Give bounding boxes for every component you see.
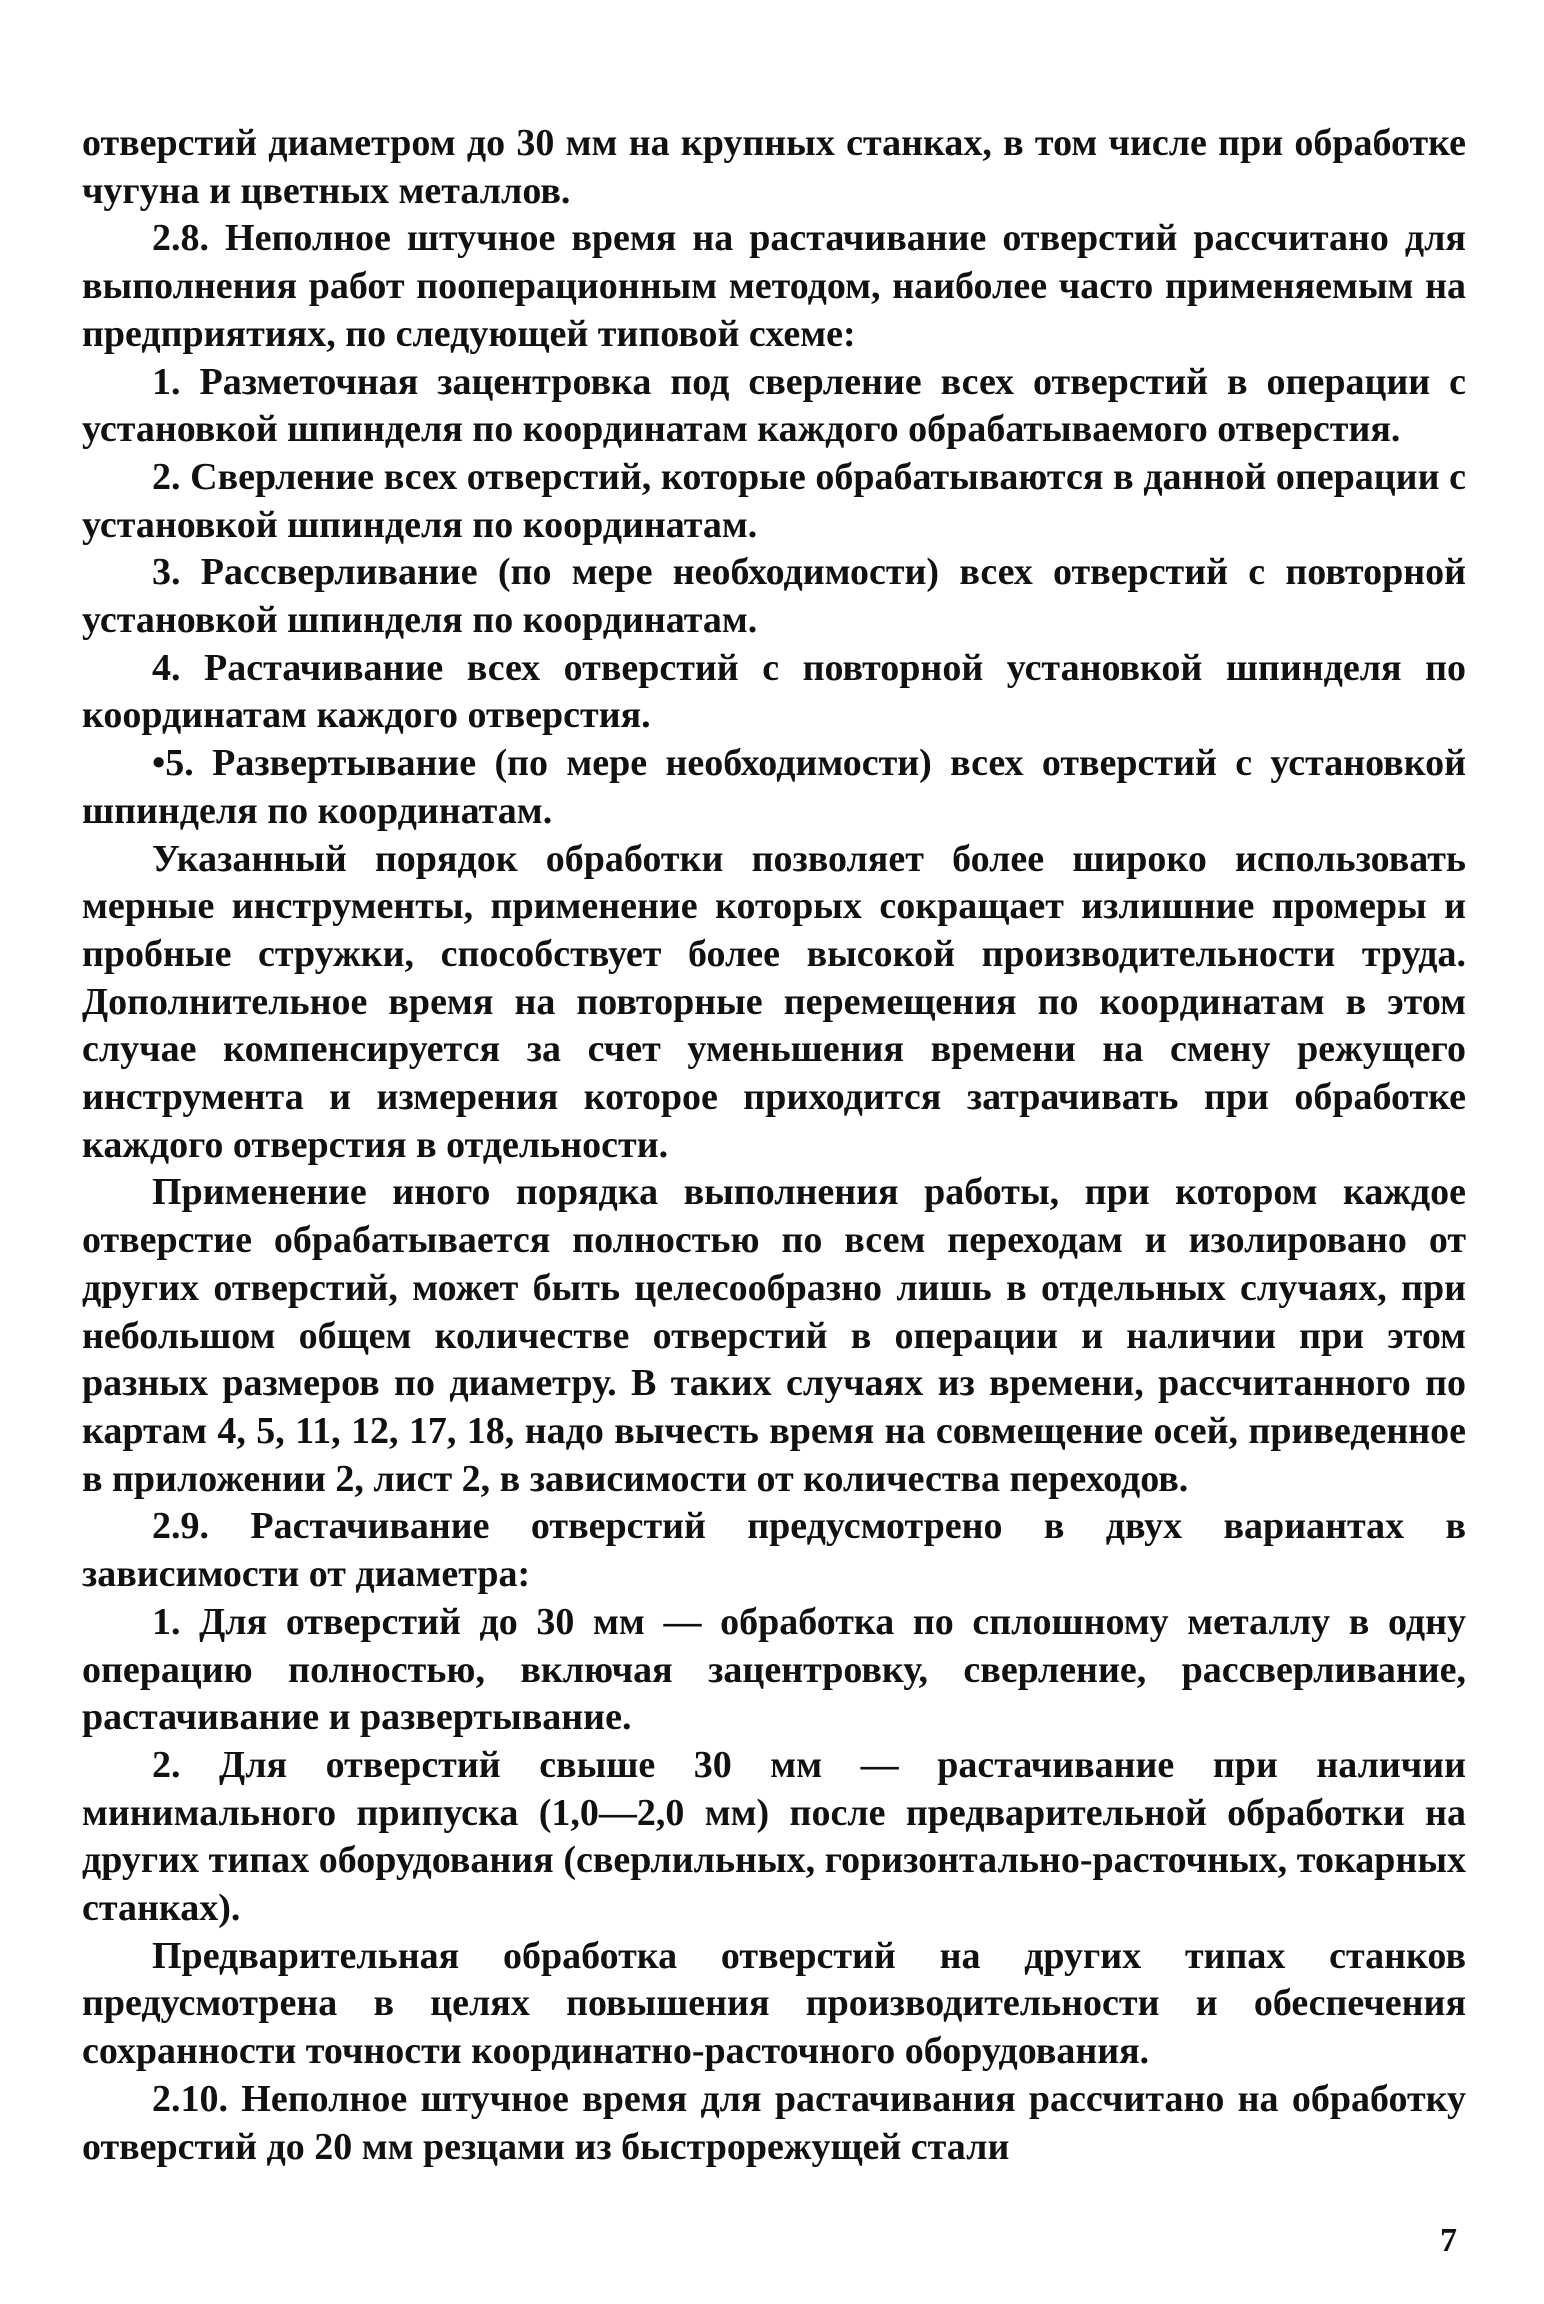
list-item: 3. Рассверливание (по мере необходимости) всех отверстий с повторной установкой шпинделя по координатам.	[82, 551, 1466, 642]
paragraph: Указанный порядок обработки позволяет более широко использовать мерные инструменты, применение которых сокращает излишние промеры и пробные стружки, способствует более высокой производительности труда. Дополнительное время на повторные перемещения по координатам в этом случае компенсируется за счет уменьшения времени на смену режущего инструмента и измерения которое приходится затрачивать при обработке каждого отверстия в отдельности.	[82, 837, 1466, 1166]
paragraph: 2.8. Неполное штучное время на растачивание отверстий рассчитано для выполнения работ пооперационным методом, наиболее часто применяемым на предприятиях, по следующей типовой схеме:	[82, 217, 1466, 355]
body-text	[82, 120, 1466, 2171]
paragraph: Применение иного порядка выполнения работы, при котором каждое отверстие обрабатывается полностью по всем переходам и изолировано от других отверстий, может быть целесообразно лишь в отдельных случаях, при небольшом общем количестве отверстий в операции и наличии при этом разных размеров по диаметру. В таких случаях из времени, рассчитанного по картам 4, 5, 11, 12, 17, 18, надо вычесть время на совмещение осей, приведенное в приложении 2, лист 2, в зависимости от количества переходов.	[82, 1171, 1466, 1500]
list-item: 1. Для отверстий до 30 мм — обработка по сплошному металлу в одну операцию полностью, включая зацентровку, сверление, рассверливание, растачивание и развертывание.	[82, 1600, 1466, 1739]
page-number: 7	[1440, 2222, 1457, 2259]
list-item: 1. Разметочная зацентровка под сверление всех отверстий в операции с установкой шпинделя по координатам каждого обрабатываемого отверстия.	[82, 360, 1466, 451]
paragraph: 2.10. Неполное штучное время для растачивания рассчитано на обработку отверстий до 20 мм резцами из быстрорежущей стали	[82, 2077, 1466, 2168]
paragraph: Предварительная обработка отверстий на других типах станков предусмотрена в целях повышения производительности и обеспечения сохранности точности координатно-расточного оборудования.	[82, 1934, 1466, 2073]
list-item: 2. Для отверстий свыше 30 мм — растачивание при наличии минимального припуска (1,0—2,0 мм) после предварительной обработки на других типах оборудования (сверлильных, горизонтально-расточных, токарных станках).	[82, 1743, 1466, 1930]
paragraph: отверстий диаметром до 30 мм на крупных станках, в том числе при обработке чугуна и цветных металлов.	[82, 122, 1466, 212]
paragraph: 2.9. Растачивание отверстий предусмотрено в двух вариантах в зависимости от диаметра:	[82, 1505, 1466, 1596]
list-item: 4. Растачивание всех отверстий с повторной установкой шпинделя по координатам каждого отверстия.	[82, 646, 1466, 737]
list-item: •5. Развертывание (по мере необходимости) всех отверстий с установкой шпинделя по координатам.	[82, 742, 1466, 832]
list-item: 2. Сверление всех отверстий, которые обрабатываются в данной операции с установкой шпинделя по координатам.	[82, 455, 1466, 546]
